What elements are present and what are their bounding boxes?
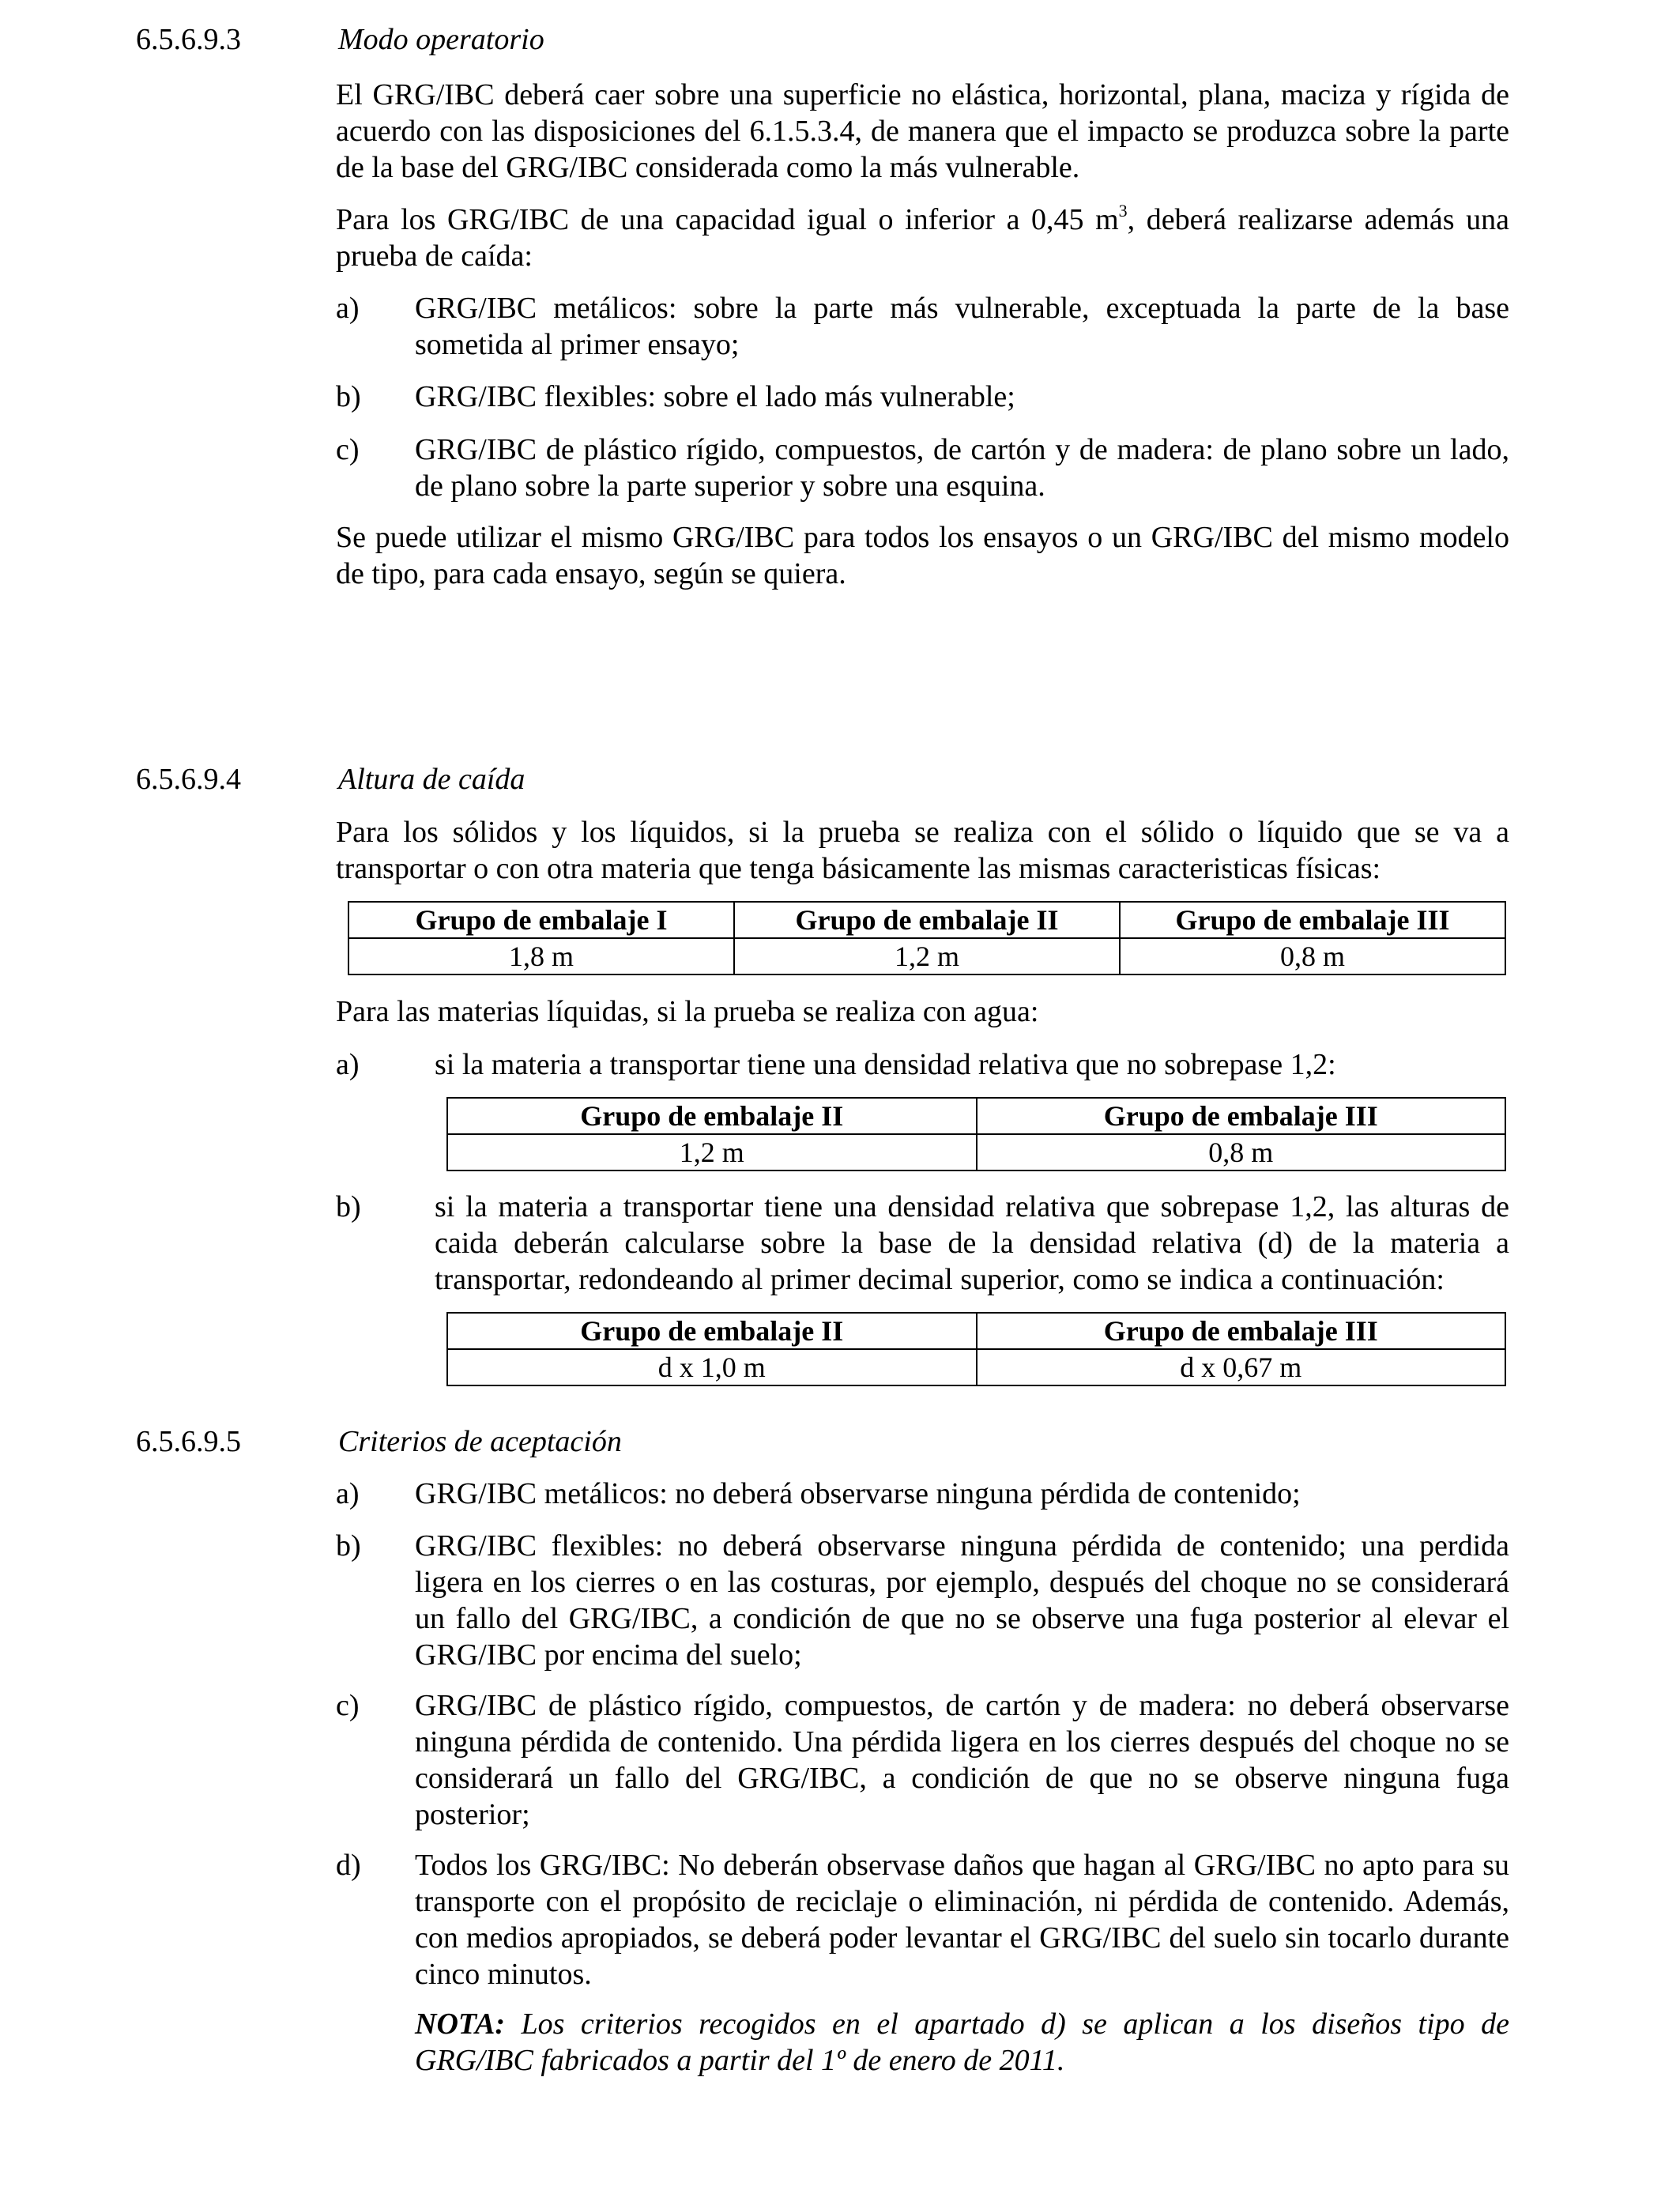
paragraph-text: , deberá realizarse además una prueba de caída: <box>336 203 1509 273</box>
paragraph-text: Para los GRG/IBC de una capacidad igual o inferior a 0,45 m <box>336 203 1119 236</box>
paragraph: Para las materias líquidas, si la prueba se realiza con agua: <box>336 995 1039 1028</box>
drop-height-table-water <box>446 1097 1506 1171</box>
table-cell: 0,8 m <box>977 1134 1506 1171</box>
list-item-label: a) <box>336 292 360 325</box>
table-header-row <box>447 1313 1505 1349</box>
list-item-label: c) <box>336 433 360 466</box>
table-row <box>447 1134 1505 1171</box>
list-item <box>336 1476 1509 1512</box>
table-cell: 1,2 m <box>734 938 1120 974</box>
section-title: Criterios de aceptación <box>338 1425 622 1458</box>
table-header-row <box>348 902 1505 938</box>
list-item-text: GRG/IBC flexibles: no deberá observarse ninguna pérdida de contenido; una perdida ligera en los cierres o en las costuras, por ejemplo, después del choque no se considerará un fallo del GRG/IBC, a condición de que no se observe una fuga posterior al elevar el GRG/IBC por encima del suelo; <box>415 1529 1509 1672</box>
list-item <box>336 1528 1509 1673</box>
section-title: Modo operatorio <box>338 23 544 56</box>
list-item-label: a) <box>336 1048 360 1081</box>
paragraph: Para los sólidos y los líquidos, si la prueba se realiza con el sólido o líquido que se va a transportar o con otra materia que tenga básicamente las mismas caracteristicas físicas: <box>336 816 1509 885</box>
section-title: Altura de caída <box>338 763 525 796</box>
table-header: Grupo de embalaje I <box>348 902 734 938</box>
list-item-text: GRG/IBC de plástico rígido, compuestos, de cartón y de madera: de plano sobre un lado, de plano sobre la parte superior y sobre una esquina. <box>415 433 1509 503</box>
section-number: 6.5.6.9.3 <box>136 23 241 56</box>
table-header-row <box>447 1098 1505 1134</box>
table-header: Grupo de embalaje II <box>734 902 1120 938</box>
table-cell: 1,2 m <box>447 1134 977 1171</box>
table-header: Grupo de embalaje II <box>447 1313 977 1349</box>
list-item-text: si la materia a transportar tiene una densidad relativa que no sobrepase 1,2: <box>435 1048 1336 1081</box>
list-item-label: c) <box>336 1689 360 1722</box>
paragraph: Se puede utilizar el mismo GRG/IBC para todos los ensayos o un GRG/IBC del mismo modelo de tipo, para cada ensayo, según se quiera. <box>336 521 1509 590</box>
list-item-text: GRG/IBC metálicos: sobre la parte más vulnerable, exceptuada la parte de la base sometida al primer ensayo; <box>415 292 1509 361</box>
note-text <box>415 2006 1509 2079</box>
list-item <box>336 1847 1509 1992</box>
list-item-text: si la materia a transportar tiene una densidad relativa que sobrepase 1,2, las alturas de caida deberán calcularse sobre la base de la densidad relativa (d) de la materia a transportar, redondeando al primer decimal superior, como se indica a continuación: <box>435 1190 1509 1296</box>
table-cell: 1,8 m <box>348 938 734 974</box>
list-item-label: a) <box>336 1477 360 1510</box>
note-label: NOTA: <box>415 2007 505 2041</box>
list-item <box>336 290 1509 363</box>
section-number: 6.5.6.9.5 <box>136 1425 241 1458</box>
list-item <box>336 432 1509 504</box>
list-item-label: b) <box>336 1190 361 1223</box>
list-item-label: b) <box>336 1529 361 1563</box>
list-item <box>336 1046 1509 1083</box>
table-row <box>348 938 1505 974</box>
table-cell: 0,8 m <box>1120 938 1505 974</box>
paragraph: El GRG/IBC deberá caer sobre una superficie no elástica, horizontal, plana, maciza y rígida de acuerdo con las disposiciones del 6.1.5.3.4, de manera que el impacto se produzca sobre la parte de la base del GRG/IBC considerada como la más vulnerable. <box>336 78 1509 184</box>
list-item <box>336 379 1509 415</box>
list-item-text: GRG/IBC metálicos: no deberá observarse ninguna pérdida de contenido; <box>415 1477 1301 1510</box>
note-body: Los criterios recogidos en el apartado d) se aplican a los diseños tipo de GRG/IBC fabricados a partir del 1º de enero de 2011. <box>415 2007 1509 2077</box>
list-item-text: Todos los GRG/IBC: No deberán observase daños que hagan al GRG/IBC no apto para su transporte con el propósito de reciclaje o eliminación, ni pérdida de contenido. Además, con medios apropiados, se deberá poder levantar el GRG/IBC del suelo sin tocarlo durante cinco minutos. <box>415 1849 1509 1991</box>
note <box>336 2006 1509 2079</box>
table-header: Grupo de embalaje III <box>977 1313 1506 1349</box>
superscript: 3 <box>1118 201 1128 221</box>
table-row <box>447 1349 1505 1385</box>
drop-height-table-density <box>446 1312 1506 1386</box>
table-cell: d x 1,0 m <box>447 1349 977 1385</box>
list-item-text: GRG/IBC flexibles: sobre el lado más vulnerable; <box>415 380 1015 413</box>
section-number: 6.5.6.9.4 <box>136 763 241 796</box>
list-item-text: GRG/IBC de plástico rígido, compuestos, de cartón y de madera: no deberá observarse ninguna pérdida de contenido. Una pérdida ligera en los cierres después del choque no se considerará un fallo del GRG/IBC, a condición de que no se observe ninguna fuga posterior; <box>415 1689 1509 1831</box>
list-item-label: b) <box>336 380 361 413</box>
table-header: Grupo de embalaje III <box>977 1098 1506 1134</box>
list-item <box>336 1189 1509 1298</box>
table-header: Grupo de embalaje III <box>1120 902 1505 938</box>
table-cell: d x 0,67 m <box>977 1349 1506 1385</box>
table-header: Grupo de embalaje II <box>447 1098 977 1134</box>
list-item <box>336 1687 1509 1833</box>
paragraph <box>336 202 1509 274</box>
list-item-label: d) <box>336 1849 361 1882</box>
drop-height-table <box>348 901 1506 975</box>
